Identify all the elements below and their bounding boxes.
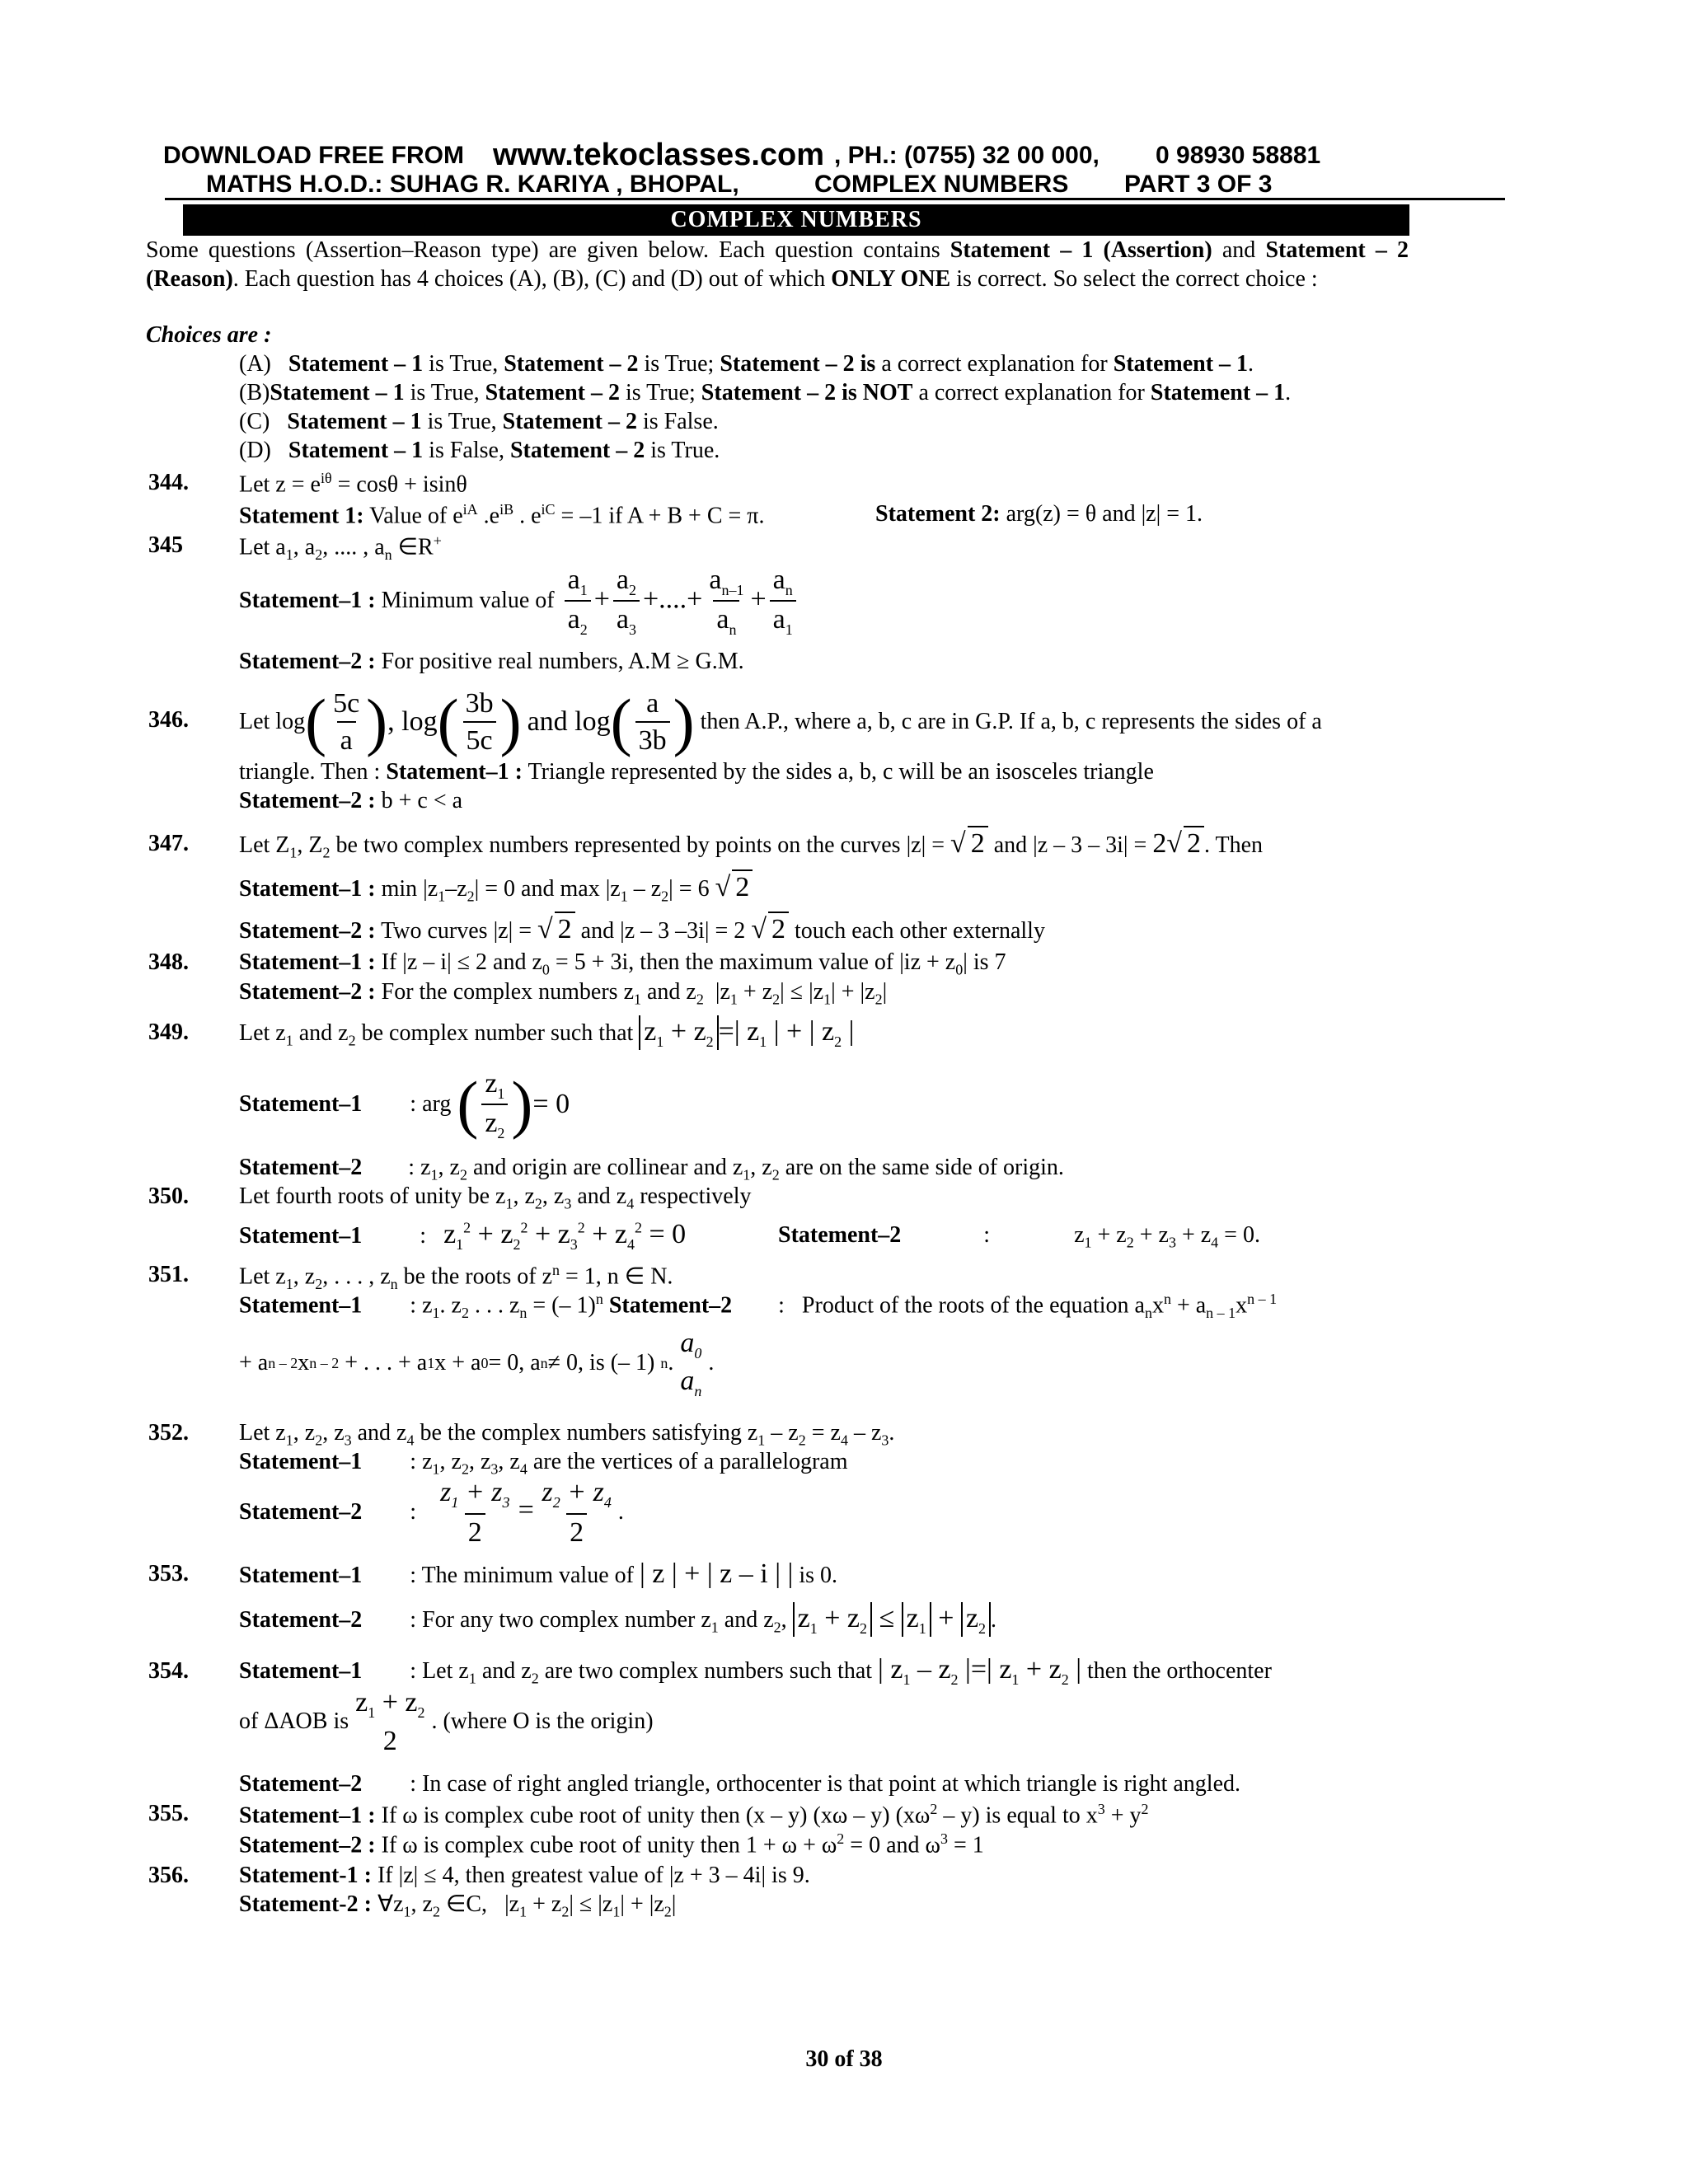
q344-line1: Let $z = e^{i\theta} = \cos\theta + isin\theta$ <box>239 470 467 498</box>
header-phone: , PH.: (0755) 32 00 000, <box>834 142 1100 169</box>
page-number: 30 of 38 <box>805 2046 883 2072</box>
q352-line1: Let $z_1$, $z_2$, $z_3$ and $z_4$ be the complex numbers satisfying $z_1 - z_2 = z_4 - z_3$. <box>239 1420 895 1449</box>
section-title: COMPLEX NUMBERS <box>183 204 1409 236</box>
q347-line1: Let $Z_1$, $Z_2$ be two complex numbers represented by points on the curves |z| = √ 2 and |z – 3 – 3i| = 2√ 2 . Then <box>239 826 1263 861</box>
q344-statements: Statement 1: Value of $e^{iA}$ $.e^{iB}$ . $e^{iC} = -1$ if A + B + C = π. <box>239 501 765 529</box>
choice-c: (C) Statement – 1 is True, Statement – 2 is False. <box>239 409 719 434</box>
q355-statement1: Statement–1 : If ω is complex cube root of unity then (x – y) (xω – y) $(x\omega^2 - y)$ is equal to $x^3 + y^2$ <box>239 1801 1149 1829</box>
q352-statement1: Statement–1 : $z_1$, $z_2$, $z_3$, $z_4$ are the vertices of a parallelogram <box>239 1449 848 1478</box>
question-number: 345 <box>148 532 183 558</box>
question-number: 346. <box>148 707 189 733</box>
q346-statement1: triangle. Then : Statement–1 : Triangle represented by the sides a, b, c will be an isosceles triangle <box>239 759 1154 785</box>
q355-statement2: Statement–2 : If ω is complex cube root of unity then $1 + \omega + \omega^2 = 0$ and $\omega^3 = 1$ <box>239 1830 984 1858</box>
q350-line1: Let fourth roots of unity be $z_1$, $z_2$, $z_3$ and $z_4$ respectively <box>239 1183 752 1212</box>
q356-statement2: Statement-2 : $\forall z_1$, $z_2$ ∈C, $|z_1 + z_2| \le |z_1| + |z_2|$ <box>239 1891 677 1920</box>
question-number: 350. <box>148 1183 189 1209</box>
header-download: DOWNLOAD FREE FROM <box>163 142 464 169</box>
question-number: 352. <box>148 1420 189 1446</box>
q352-statement2: Statement–2 : $\frac{z_1 + z_3}{2}$ = $\frac{z_2 + z_4}{2}$ . <box>239 1477 624 1548</box>
q348-statement1: Statement–1 : If |z – i| ≤ 2 and $z_0 = 5 + 3i$, then the maximum value of $|iz + z_0|$ is 7 <box>239 949 1006 978</box>
choice-b: (B)Statement – 1 is True, Statement – 2 is True; Statement – 2 is NOT a correct explanation for Statement – 1. <box>239 380 1292 405</box>
q350-statement1: Statement–1 : $z_1^2 + z_2^2 + z_3^2 + z_4^2 = 0$ <box>239 1219 687 1253</box>
q346-line1: Let log ( $\frac{5c}{a}$ ) , log ( $\frac{3b}{5c}$ ) and log ( $\frac{a}{3b}$ ) then A.P., where a, b, c are in G.P. If a, b, c represents the sides of a <box>239 686 1322 757</box>
q345-sum-expression: $\frac{a_1}{a_2}$ + $\frac{a_2}{a_3}$ +....+ $\frac{a_{n-1}}{a_n}$ + $\frac{a_n}{a_1}$ <box>561 564 799 639</box>
q350-statement2: Statement–2 : $z_1 + z_2 + z_3 + z_4 = 0$. <box>778 1222 1260 1251</box>
q349-line1: Let $z_1$ and $z_2$ be complex number such that $z_1 + z_2$ =| $z_1$ | + | $z_2$ | <box>239 1016 855 1050</box>
q345-statement2: Statement–2 : For positive real numbers, A.M ≥ G.M. <box>239 649 744 674</box>
q351-line3: + a n – 2 x n – 2 + . . . + a 1 x + a 0 = 0, a n ≠ 0, is (– 1) n . $a_0$ $a_n$ . <box>239 1328 715 1400</box>
q353-statement1: Statement–1 : The minimum value of | z | + | z – i | | is 0. <box>239 1558 837 1589</box>
choice-d: (D) Statement – 1 is False, Statement – 2 is True. <box>239 438 720 463</box>
q351-line1: Let $z_1$, $z_2$, . . . , $z_n$ be the roots of $z^n = 1$, n ∈ N. <box>239 1262 673 1292</box>
header-subject: COMPLEX NUMBERS <box>814 171 1069 198</box>
question-number: 355. <box>148 1801 189 1826</box>
q347-statement2: Statement–2 : Two curves |z| = √ 2 and |z – 3 –3i| = 2 √ 2 touch each other externally <box>239 912 1045 945</box>
intro-paragraph: Some questions (Assertion–Reason type) are given below. Each question contains Statement – 1 (Assertion) and Statement – 2 (Reason). Each question has 4 choices (A), (B), (C) and (D) out of which ONLY ONE is correct. So select the correct choice : <box>146 237 1409 292</box>
q353-statement2: Statement–2 : For any two complex number $z_1$ and $z_2$, $z_1 + z_2 \le z_1 + z_2$ . <box>239 1603 997 1637</box>
q348-statement2: Statement–2 : For the complex numbers $z_1$ and $z_2$ $|z_1 + z_2| \le |z_1| + |z_2|$ <box>239 979 888 1008</box>
question-number: 349. <box>148 1019 189 1045</box>
header-site-link[interactable]: www.tekoclasses.com <box>493 138 825 172</box>
q345-line1: Let $a_1$, $a_2$, .... , $a_n$ ∈R+ <box>239 532 442 563</box>
question-number: 351. <box>148 1262 189 1287</box>
question-number: 354. <box>148 1658 189 1684</box>
choice-a: (A) Statement – 1 is True, Statement – 2 is True; Statement – 2 is a correct explanation for Statement – 1. <box>239 351 1254 377</box>
question-number: 344. <box>148 470 189 495</box>
q354-statement2: Statement–2 : In case of right angled triangle, orthocenter is that point at which triangle is right angled. <box>239 1771 1240 1797</box>
choices-label: Choices are : <box>146 322 272 348</box>
q349-statement2: Statement–2 : $z_1$, $z_2$ and origin are collinear and $z_1$, $z_2$ are on the same side of origin. <box>239 1155 1064 1183</box>
q344-statement2: Statement 2: arg(z) = θ and |z| = 1. <box>875 501 1203 527</box>
header-part: PART 3 OF 3 <box>1124 171 1273 198</box>
header-rule <box>165 198 1505 200</box>
question-number: 347. <box>148 831 189 856</box>
q354-statement1: Statement–1 : Let $z_1$ and $z_2$ are two complex numbers such that | $z_1 - z_2$ |=| $z_1 + z_2$ | then the orthocenter <box>239 1654 1272 1688</box>
question-number: 356. <box>148 1863 189 1888</box>
q347-statement1: Statement–1 : $\min |z_1-z_2| = 0$ and $\max |z_1 - z_2| = 6$ √ 2 <box>239 869 753 905</box>
question-number: 348. <box>148 949 189 975</box>
question-number: 353. <box>148 1561 189 1586</box>
header-mobile: 0 98930 58881 <box>1156 142 1321 169</box>
q345-statement1: Statement–1 : Minimum value of $\frac{a_1}{a_2}$ + $\frac{a_2}{a_3}$ +....+ $\frac{a_{n-1}}{a_n}$ + $\frac{a_n}{a_1}$ <box>239 564 799 639</box>
header-author: MATHS H.O.D.: SUHAG R. KARIYA , BHOPAL, <box>206 171 739 198</box>
q354-line2: of ΔAOB is $z_1 + z_2$ 2 . (where O is the origin) <box>239 1687 654 1756</box>
q351-statement1: Statement–1 : $z_1$. $z_2$ . . . $z_n$ = (– 1)$^n$ Statement–2 : Product of the roots of the equation $a_nx^n + a_{n - 1}x^{n - 1}$ <box>239 1291 1278 1321</box>
q349-statement1: Statement–1 : arg ( $\frac{z_1}{z_2}$ ) = 0 <box>239 1067 570 1141</box>
q346-statement2: Statement–2 : b + c < a <box>239 788 463 813</box>
q356-statement1: Statement-1 : If |z| ≤ 4, then greatest value of |z + 3 – 4i| is 9. <box>239 1863 810 1888</box>
